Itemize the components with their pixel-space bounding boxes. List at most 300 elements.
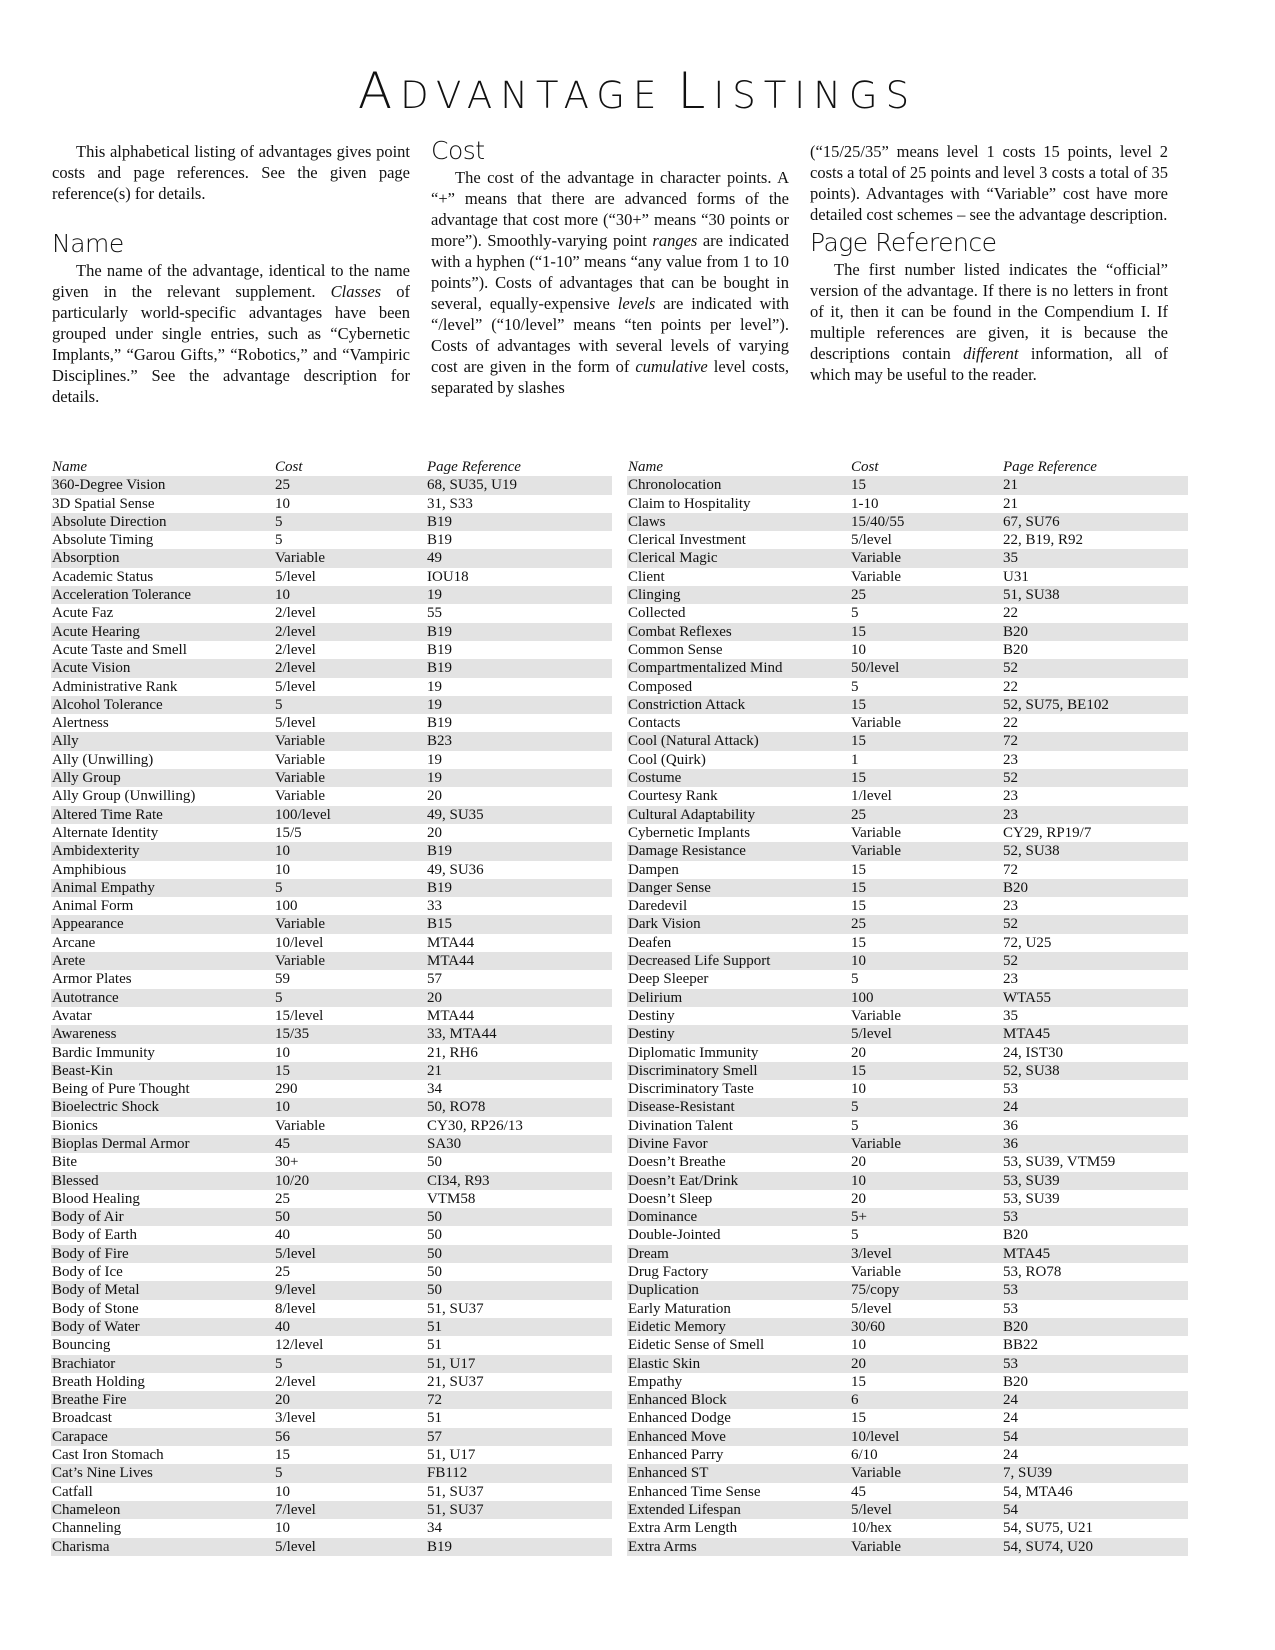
table-row [51,1117,612,1135]
cell-name: Diplomatic Immunity [628,1044,759,1061]
intro-column-2 [431,136,790,398]
cell-name: Claws [628,513,666,530]
cell-cost: 12/level [275,1337,324,1354]
cell-cost: 25 [851,916,866,933]
cell-cost: 5/level [275,715,316,732]
cell-cost: 2/level [275,641,316,658]
cell-name: Ambidexterity [52,843,140,860]
cell-name: Chronolocation [628,477,722,494]
table-row [627,732,1188,750]
cell-page: 20 [427,989,442,1006]
cell-cost: 5/level [275,568,316,585]
cell-page: 23 [1003,898,1018,915]
cell-cost: 1 [851,751,859,768]
table-row [627,678,1188,696]
table-row [51,1373,612,1391]
cell-page: B19 [427,641,453,658]
table-row [627,659,1188,677]
cell-name: Breathe Fire [52,1392,127,1409]
cell-page: 24 [1003,1410,1018,1427]
cell-cost: 15 [275,1062,290,1079]
table-row [627,952,1188,970]
page-text-1: The first number listed indicates the “official” version of the advantage. If there is no letters in front of it, then it can be found in the Compendium I. If multiple references are given, it is because the descriptions contain [810,260,1168,363]
cell-page: 51 [427,1410,442,1427]
table-row [627,1501,1188,1519]
cell-page: SA30 [427,1135,462,1152]
cell-name: Arete [52,953,86,970]
cell-cost: 40 [275,1318,290,1335]
cell-page: 50, RO78 [427,1099,486,1116]
cell-name: Danger Sense [628,879,711,896]
cell-page: 22 [1003,715,1018,732]
cell-cost: 10 [275,1099,290,1116]
cell-name: Body of Metal [52,1282,140,1299]
cell-name: Clerical Magic [628,550,718,567]
cell-cost: 5/level [851,1300,892,1317]
cell-page: U31 [1003,568,1029,585]
cell-page: 19 [427,751,442,768]
cell-name: Bionics [52,1117,98,1134]
cell-cost: 5/level [851,532,892,549]
cost-text-cumulative: cumulative [635,357,708,376]
cell-cost: Variable [851,1465,901,1482]
cell-name: Extra Arm Length [628,1520,738,1537]
table-row [51,1519,612,1537]
cell-page: B19 [427,660,453,677]
cell-cost: Variable [851,1007,901,1024]
cell-name: Discriminatory Taste [628,1081,754,1098]
cell-cost: 10/level [851,1428,900,1445]
cell-page: 50 [427,1245,442,1262]
table-row [51,1483,612,1501]
cost-text-4: level costs, separated by slashes [431,357,789,397]
cell-page: FB112 [427,1465,468,1482]
table-row [51,1007,612,1025]
cell-cost: 25 [275,1190,290,1207]
cell-cost: 15 [851,770,866,787]
cell-cost: 15/level [275,1007,324,1024]
cell-cost: 5/level [275,678,316,695]
table-row [627,989,1188,1007]
cell-cost: 15 [851,733,866,750]
cell-page: CI34, R93 [427,1172,490,1189]
table-row [51,751,612,769]
table-row [627,476,1188,494]
table-row [627,806,1188,824]
cell-page: 54 [1003,1428,1018,1445]
cell-name: Compartmentalized Mind [628,660,783,677]
table-row [51,1391,612,1409]
table-row [627,696,1188,714]
cell-page: 72 [1003,733,1018,750]
cell-page: 68, SU35, U19 [427,477,518,494]
table-row [627,1391,1188,1409]
cell-cost: 50 [275,1209,290,1226]
cell-page: MTA45 [1003,1026,1051,1043]
cell-cost: 45 [275,1135,290,1152]
cell-cost: Variable [275,770,325,787]
table-row [627,1025,1188,1043]
table-row [627,1318,1188,1336]
table-row [51,934,612,952]
cell-page: 53, SU39, VTM59 [1003,1154,1116,1171]
intro-paragraph: This alphabetical listing of advantages gives point costs and page references. See the given page reference(s) for details. [52,142,410,203]
table-row [627,1245,1188,1263]
cell-page: B15 [427,916,453,933]
table-row [627,1373,1188,1391]
cell-page: 23 [1003,751,1018,768]
table-row [627,1409,1188,1427]
cell-name: Bioelectric Shock [52,1099,160,1116]
cell-cost: Variable [851,1538,901,1555]
table-row [627,1098,1188,1116]
cell-page: 54, SU75, U21 [1003,1520,1094,1537]
cell-name: Destiny [628,1007,675,1024]
cell-name: Divination Talent [628,1117,733,1134]
page-title [0,62,1275,120]
cell-page: 54 [1003,1501,1018,1518]
cell-name: Ally Group [52,770,121,787]
table-row [627,970,1188,988]
cell-name: Dream [628,1245,669,1262]
cell-page: 22 [1003,678,1018,695]
table-row [627,824,1188,842]
table-row [51,1025,612,1043]
cell-cost: 5 [851,971,859,988]
cell-cost: 5/level [851,1026,892,1043]
cell-page: 19 [427,696,442,713]
cell-page: 52, SU38 [1003,1062,1060,1079]
cell-page: 53 [1003,1282,1018,1299]
cell-cost: Variable [851,715,901,732]
name-text-2: of particularly world-specific advantages have been grouped under single entries, such as “Cybernetic Implants,” “Garou Gifts,” “Robotics,” and “Vampiric Disciplines.” See the advantage description for details. [52,282,410,406]
cell-name: Alcohol Tolerance [52,696,163,713]
cell-cost: 15 [851,1410,866,1427]
cell-name: Brachiator [52,1355,116,1372]
cell-page: 22 [1003,605,1018,622]
cell-page: 19 [427,678,442,695]
cell-name: Eidetic Sense of Smell [628,1337,765,1354]
cell-cost: 15/5 [275,824,302,841]
cell-cost: 10/20 [275,1172,310,1189]
table-row [51,1464,612,1482]
cost-text-levels: levels [617,294,656,313]
cell-name: Claim to Hospitality [628,495,751,512]
table-row [51,1263,612,1281]
cell-name: Blessed [52,1172,99,1189]
table-row [51,1098,612,1116]
table-row [51,1208,612,1226]
cell-page: B19 [427,623,453,640]
table-row [51,513,612,531]
cell-name: Charisma [52,1538,110,1555]
page-reference-description [810,259,1168,385]
table-row [51,1044,612,1062]
intro-column-1 [52,141,410,407]
table-row [627,897,1188,915]
cell-page: B20 [1003,641,1029,658]
table-row [51,495,612,513]
cell-page: 51, U17 [427,1447,476,1464]
name-text-1: The name of the advantage, identical to the name given in the relevant supplement. [52,261,410,301]
table-row [51,861,612,879]
table-row [627,1135,1188,1153]
cell-cost: 5 [851,678,859,695]
cell-page: 53 [1003,1355,1018,1372]
name-text-classes: Classes [330,282,382,301]
cell-name: Arcane [52,934,96,951]
cell-name: Extended Lifespan [628,1501,741,1518]
cell-cost: 2/level [275,660,316,677]
cell-name: Ally [52,733,79,750]
cell-name: Duplication [628,1282,699,1299]
cell-name: Administrative Rank [52,678,178,695]
cell-name: Ally (Unwilling) [52,751,154,768]
cell-cost: 10 [851,1172,866,1189]
table-row [627,1281,1188,1299]
table-row [627,787,1188,805]
cell-name: Contacts [628,715,681,732]
header-name: Name [52,459,87,475]
cell-name: Doesn’t Sleep [628,1190,713,1207]
cell-page: 72, U25 [1003,934,1052,951]
cell-page: 52, SU38 [1003,843,1060,860]
cell-name: Breath Holding [52,1373,145,1390]
cell-page: MTA44 [427,934,475,951]
header-page-reference: Page Reference [1003,459,1097,475]
cell-page: B19 [427,843,453,860]
cell-name: Body of Stone [52,1300,139,1317]
cell-page: B19 [427,513,453,530]
cell-cost: 5 [851,1117,859,1134]
cell-page: 51 [427,1318,442,1335]
cell-page: 55 [427,605,442,622]
table-row [627,1263,1188,1281]
title-rest-2: ISTINGS [713,74,918,117]
cell-cost: 75/copy [851,1282,900,1299]
table-row [51,1281,612,1299]
cell-cost: 15/40/55 [851,513,905,530]
cell-page: B20 [1003,1318,1029,1335]
cell-name: Costume [628,770,682,787]
cell-name: Armor Plates [52,971,132,988]
cell-name: Animal Form [52,898,134,915]
table-row [51,678,612,696]
cell-name: Broadcast [52,1410,112,1427]
cell-page: 51, SU38 [1003,587,1060,604]
cell-page: B20 [1003,1227,1029,1244]
cell-page: 21 [1003,477,1018,494]
table-row [51,1355,612,1373]
cell-page: MTA44 [427,1007,475,1024]
table-row [627,842,1188,860]
cell-name: Common Sense [628,641,723,658]
cell-cost: 15 [851,934,866,951]
cell-page: 24 [1003,1447,1018,1464]
cell-name: Altered Time Rate [52,806,163,823]
cell-name: Clerical Investment [628,532,746,549]
cell-name: Courtesy Rank [628,788,718,805]
cell-page: 67, SU76 [1003,513,1060,530]
cell-cost: 5+ [851,1209,867,1226]
cell-name: Cast Iron Stomach [52,1447,164,1464]
cell-page: 72 [1003,861,1018,878]
cell-cost: 5/level [275,1538,316,1555]
cell-cost: 6/10 [851,1447,878,1464]
table-row [51,586,612,604]
cell-cost: Variable [275,550,325,567]
cell-cost: Variable [851,568,901,585]
cell-name: Cybernetic Implants [628,824,751,841]
cell-page: 53, SU39 [1003,1190,1060,1207]
table-row [627,1007,1188,1025]
cell-cost: 2/level [275,1373,316,1390]
table-row [51,1538,612,1556]
cell-name: 360-Degree Vision [52,477,166,494]
table-row [627,934,1188,952]
advantage-table-right [627,458,1188,1556]
title-rest-1: DVANTAGE [400,74,665,117]
cell-cost: 15 [851,1373,866,1390]
cell-cost: 15 [275,1447,290,1464]
table-row [627,879,1188,897]
cell-name: Bite [52,1154,77,1171]
table-row [51,897,612,915]
cell-page: 20 [427,788,442,805]
cell-name: Doesn’t Breathe [628,1154,726,1171]
cell-cost: Variable [851,550,901,567]
table-row [627,1153,1188,1171]
cell-name: Ally Group (Unwilling) [52,788,196,805]
cell-page: 21 [1003,495,1018,512]
cell-name: Delirium [628,989,683,1006]
table-header-row [627,458,1188,476]
cell-name: Academic Status [52,568,154,585]
cell-cost: 10 [275,843,290,860]
table-row [627,1208,1188,1226]
cell-page: MTA45 [1003,1245,1051,1262]
cell-page: 20 [427,824,442,841]
table-row [627,1519,1188,1537]
cell-cost: Variable [275,788,325,805]
cell-name: Acute Hearing [52,623,140,640]
cell-name: Avatar [52,1007,92,1024]
cell-page: 22, B19, R92 [1003,532,1084,549]
table-row [51,806,612,824]
table-row [627,1190,1188,1208]
name-description [52,260,410,407]
cell-cost: 15 [851,1062,866,1079]
cell-cost: 5 [275,1355,283,1372]
cell-page: B23 [427,733,453,750]
table-row [627,513,1188,531]
cell-cost: 10 [275,861,290,878]
cell-cost: 30/60 [851,1318,886,1335]
cell-name: Bioplas Dermal Armor [52,1135,190,1152]
table-row [627,641,1188,659]
cell-name: Client [628,568,665,585]
table-row [627,861,1188,879]
cell-cost: 15 [851,623,866,640]
cell-cost: 100/level [275,806,331,823]
cell-name: Beast-Kin [52,1062,113,1079]
table-row [51,824,612,842]
cell-cost: 290 [275,1081,298,1098]
table-row [627,1483,1188,1501]
cell-page: 50 [427,1154,442,1171]
cell-page: B19 [427,1538,453,1555]
cell-cost: 10 [275,587,290,604]
table-row [627,1080,1188,1098]
cell-page: 34 [427,1520,442,1537]
cell-cost: 5 [851,1227,859,1244]
cell-name: Decreased Life Support [628,953,771,970]
page-reference-heading: Page Reference [810,228,997,257]
cell-name: Cool (Quirk) [628,751,706,768]
cell-cost: 15 [851,861,866,878]
cell-name: Collected [628,605,686,622]
table-row [627,604,1188,622]
header-cost: Cost [275,459,303,475]
cell-name: Eidetic Memory [628,1318,726,1335]
cell-cost: 100 [275,898,298,915]
cell-page: 54, MTA46 [1003,1483,1073,1500]
cost-text-1: The cost of the advantage in character points. A “+” means that there are advanced forms of the advantage that cost more (“30+” means “30 points or more”). Smoothly-varying point [431,168,789,250]
cell-page: 24 [1003,1099,1018,1116]
cost-text-ranges: ranges [652,231,698,250]
cell-name: Disease-Resistant [628,1099,735,1116]
cell-cost: 5/level [851,1501,892,1518]
cell-page: 19 [427,770,442,787]
table-row [51,1080,612,1098]
table-row [627,531,1188,549]
cell-page: B20 [1003,1373,1029,1390]
cell-cost: 7/level [275,1501,316,1518]
cell-cost: 50/level [851,660,900,677]
cell-name: Enhanced Parry [628,1447,724,1464]
cell-page: 51 [427,1337,442,1354]
cell-name: Discriminatory Smell [628,1062,758,1079]
cell-cost: 30+ [275,1154,299,1171]
cell-page: 72 [427,1392,442,1409]
table-row [51,714,612,732]
table-row [51,970,612,988]
cell-name: Animal Empathy [52,879,155,896]
cell-name: Deep Sleeper [628,971,709,988]
header-page-reference: Page Reference [427,459,521,475]
table-row [627,1428,1188,1446]
table-row [627,1226,1188,1244]
table-row [51,531,612,549]
cell-cost: 2/level [275,605,316,622]
cell-page: 50 [427,1264,442,1281]
cell-name: Amphibious [52,861,127,878]
cell-cost: 10 [275,1483,290,1500]
cell-name: Alternate Identity [52,824,159,841]
table-row [51,769,612,787]
cell-page: 33, MTA44 [427,1026,497,1043]
cell-name: Doesn’t Eat/Drink [628,1172,739,1189]
cell-name: Dark Vision [628,916,701,933]
table-row [51,787,612,805]
table-row [51,641,612,659]
cell-name: Combat Reflexes [628,623,732,640]
table-row [627,568,1188,586]
table-row [627,714,1188,732]
cell-cost: 10 [275,495,290,512]
table-row [51,1135,612,1153]
table-row [51,1300,612,1318]
